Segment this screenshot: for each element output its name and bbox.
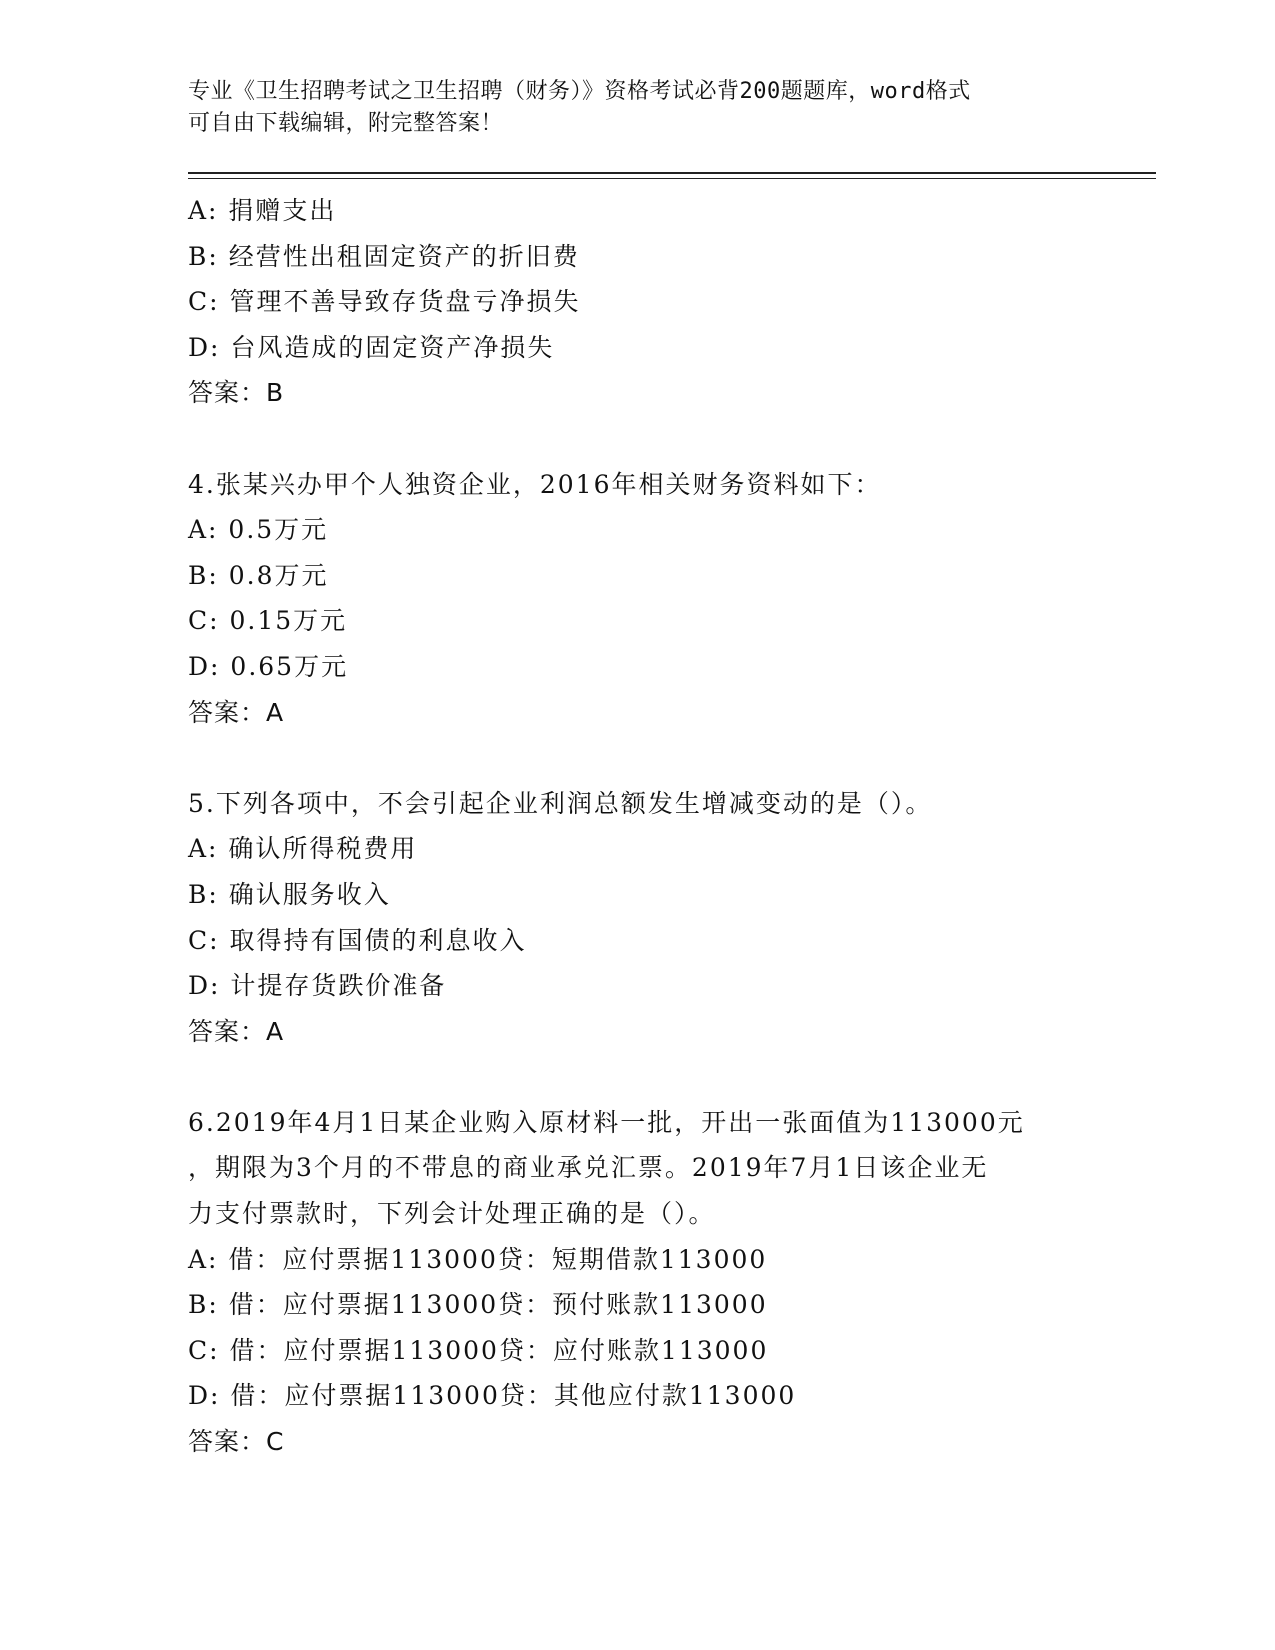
option-b: B: 确认服务收入 <box>188 879 391 909</box>
spacer <box>188 735 1088 781</box>
spacer <box>188 1054 1088 1100</box>
option-b: B: 借：应付票据113000贷：预付账款113000 <box>188 1290 768 1320</box>
option-a: A: 捐赠支出 <box>188 196 337 225</box>
option-c: C: 取得持有国债的利息收入 <box>188 925 527 955</box>
option-c: C: 管理不善导致存货盘亏净损失 <box>188 287 581 317</box>
document-header <box>188 76 1068 140</box>
answer: 答案：C <box>188 1427 285 1457</box>
question-3 <box>188 188 1088 416</box>
answer: 答案：A <box>188 697 285 727</box>
answer: 答案：B <box>188 378 285 408</box>
option-d: D: 台风造成的固定资产净损失 <box>188 332 555 362</box>
answer: 答案：A <box>188 1016 285 1046</box>
option-d: D: 0.65万元 <box>188 651 349 681</box>
question-4 <box>188 462 1088 736</box>
header-divider-thick <box>188 172 1156 174</box>
header-divider-thin <box>188 178 1156 179</box>
question-6 <box>188 1100 1088 1465</box>
option-a: A: 0.5万元 <box>188 515 329 545</box>
option-a: A: 确认所得税费用 <box>188 834 418 864</box>
option-a: A: 借：应付票据113000贷：短期借款113000 <box>188 1244 768 1274</box>
option-b: B: 经营性出租固定资产的折旧费 <box>188 241 580 271</box>
option-d: D: 借：应付票据113000贷：其他应付款113000 <box>188 1381 797 1411</box>
question-stem-line-1: 6.2019年4月1日某企业购入原材料一批，开出一张面值为113000元 <box>188 1107 1025 1137</box>
spacer <box>188 416 1088 462</box>
header-line-2: 可自由下载编辑，附完整答案！ <box>188 111 504 136</box>
question-stem-line-3: 力支付票款时，下列会计处理正确的是（）。 <box>188 1199 716 1229</box>
question-5 <box>188 781 1088 1055</box>
question-stem: 5.下列各项中，不会引起企业利润总额发生增减变动的是（）。 <box>188 788 933 818</box>
option-d: D: 计提存货跌价准备 <box>188 971 447 1001</box>
option-b: B: 0.8万元 <box>188 560 329 590</box>
question-stem-line-2: ，期限为3个月的不带息的商业承兑汇票。2019年7月1日该企业无 <box>188 1153 989 1183</box>
header-line-1: 专业《卫生招聘考试之卫生招聘（财务）》资格考试必背200题题库，word格式 <box>188 79 971 104</box>
option-c: C: 0.15万元 <box>188 606 348 636</box>
question-stem: 4.张某兴办甲个人独资企业，2016年相关财务资料如下： <box>188 469 882 499</box>
option-c: C: 借：应付票据113000贷：应付账款113000 <box>188 1335 769 1365</box>
question-list <box>188 188 1088 1465</box>
